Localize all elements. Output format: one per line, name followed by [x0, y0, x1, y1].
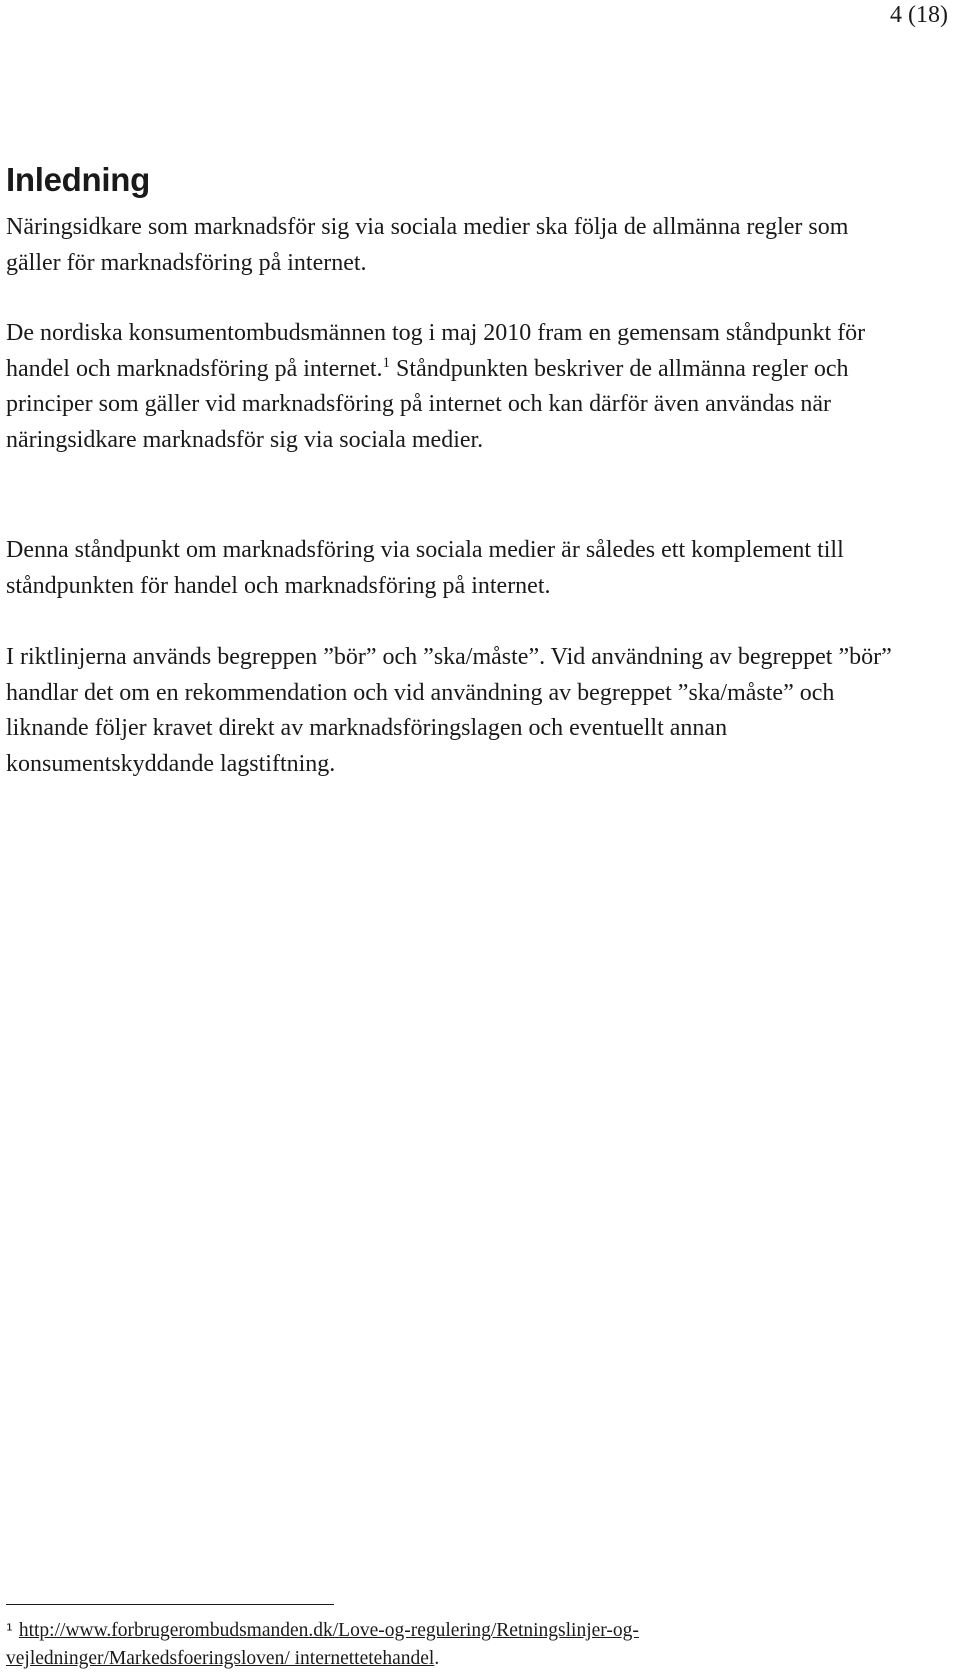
footnote-link[interactable]: http://www.forbrugerombudsmanden.dk/Love-og-regulering/Retningslinjer-og-vejledninger/Markedsfoeringsloven/ internettetehandel: [6, 1620, 639, 1669]
footnote-trailing: .: [434, 1648, 440, 1669]
paragraph-nordic-stance-continued: Ståndpunkten beskriver de allmänna regler och principer som gäller vid marknadsföring på internet och kan därför även användas när näringsidkare marknadsför sig via sociala medier.: [6, 355, 849, 454]
paragraph-nordic-stance-text: De nordiska konsumentombudsmännen tog i maj 2010 fram en gemensam ståndpunkt för handel och marknadsföring på internet.: [6, 320, 866, 382]
footnote-reference[interactable]: 1: [382, 354, 391, 371]
footnote-separator: [6, 1604, 334, 1605]
paragraph-intro: Näringsidkare som marknadsför sig via sociala medier ska följa de allmänna regler som gäller för marknadsföring på internet.: [6, 214, 849, 276]
footnote: [6, 1617, 906, 1673]
paragraph-terminology: I riktlinjerna används begreppen ”bör” och ”ska/måste”. Vid användning av begreppet ”bör” handlar det om en rekommendation och vid användning av begreppet ”ska/måste” och liknande följer kravet direkt av marknadsföringslagen och eventuellt annan konsumentskyddande lagstiftning.: [6, 644, 892, 778]
paragraph-complement: Denna ståndpunkt om marknadsföring via sociala medier är således ett komplement till ståndpunkten för handel och marknadsföring på internet.: [6, 537, 844, 599]
section-heading: Inledning: [6, 161, 150, 198]
footnote-number: ¹: [6, 1621, 13, 1641]
page-number: 4 (18): [890, 2, 948, 28]
paragraph-nordic-stance: [6, 316, 906, 459]
